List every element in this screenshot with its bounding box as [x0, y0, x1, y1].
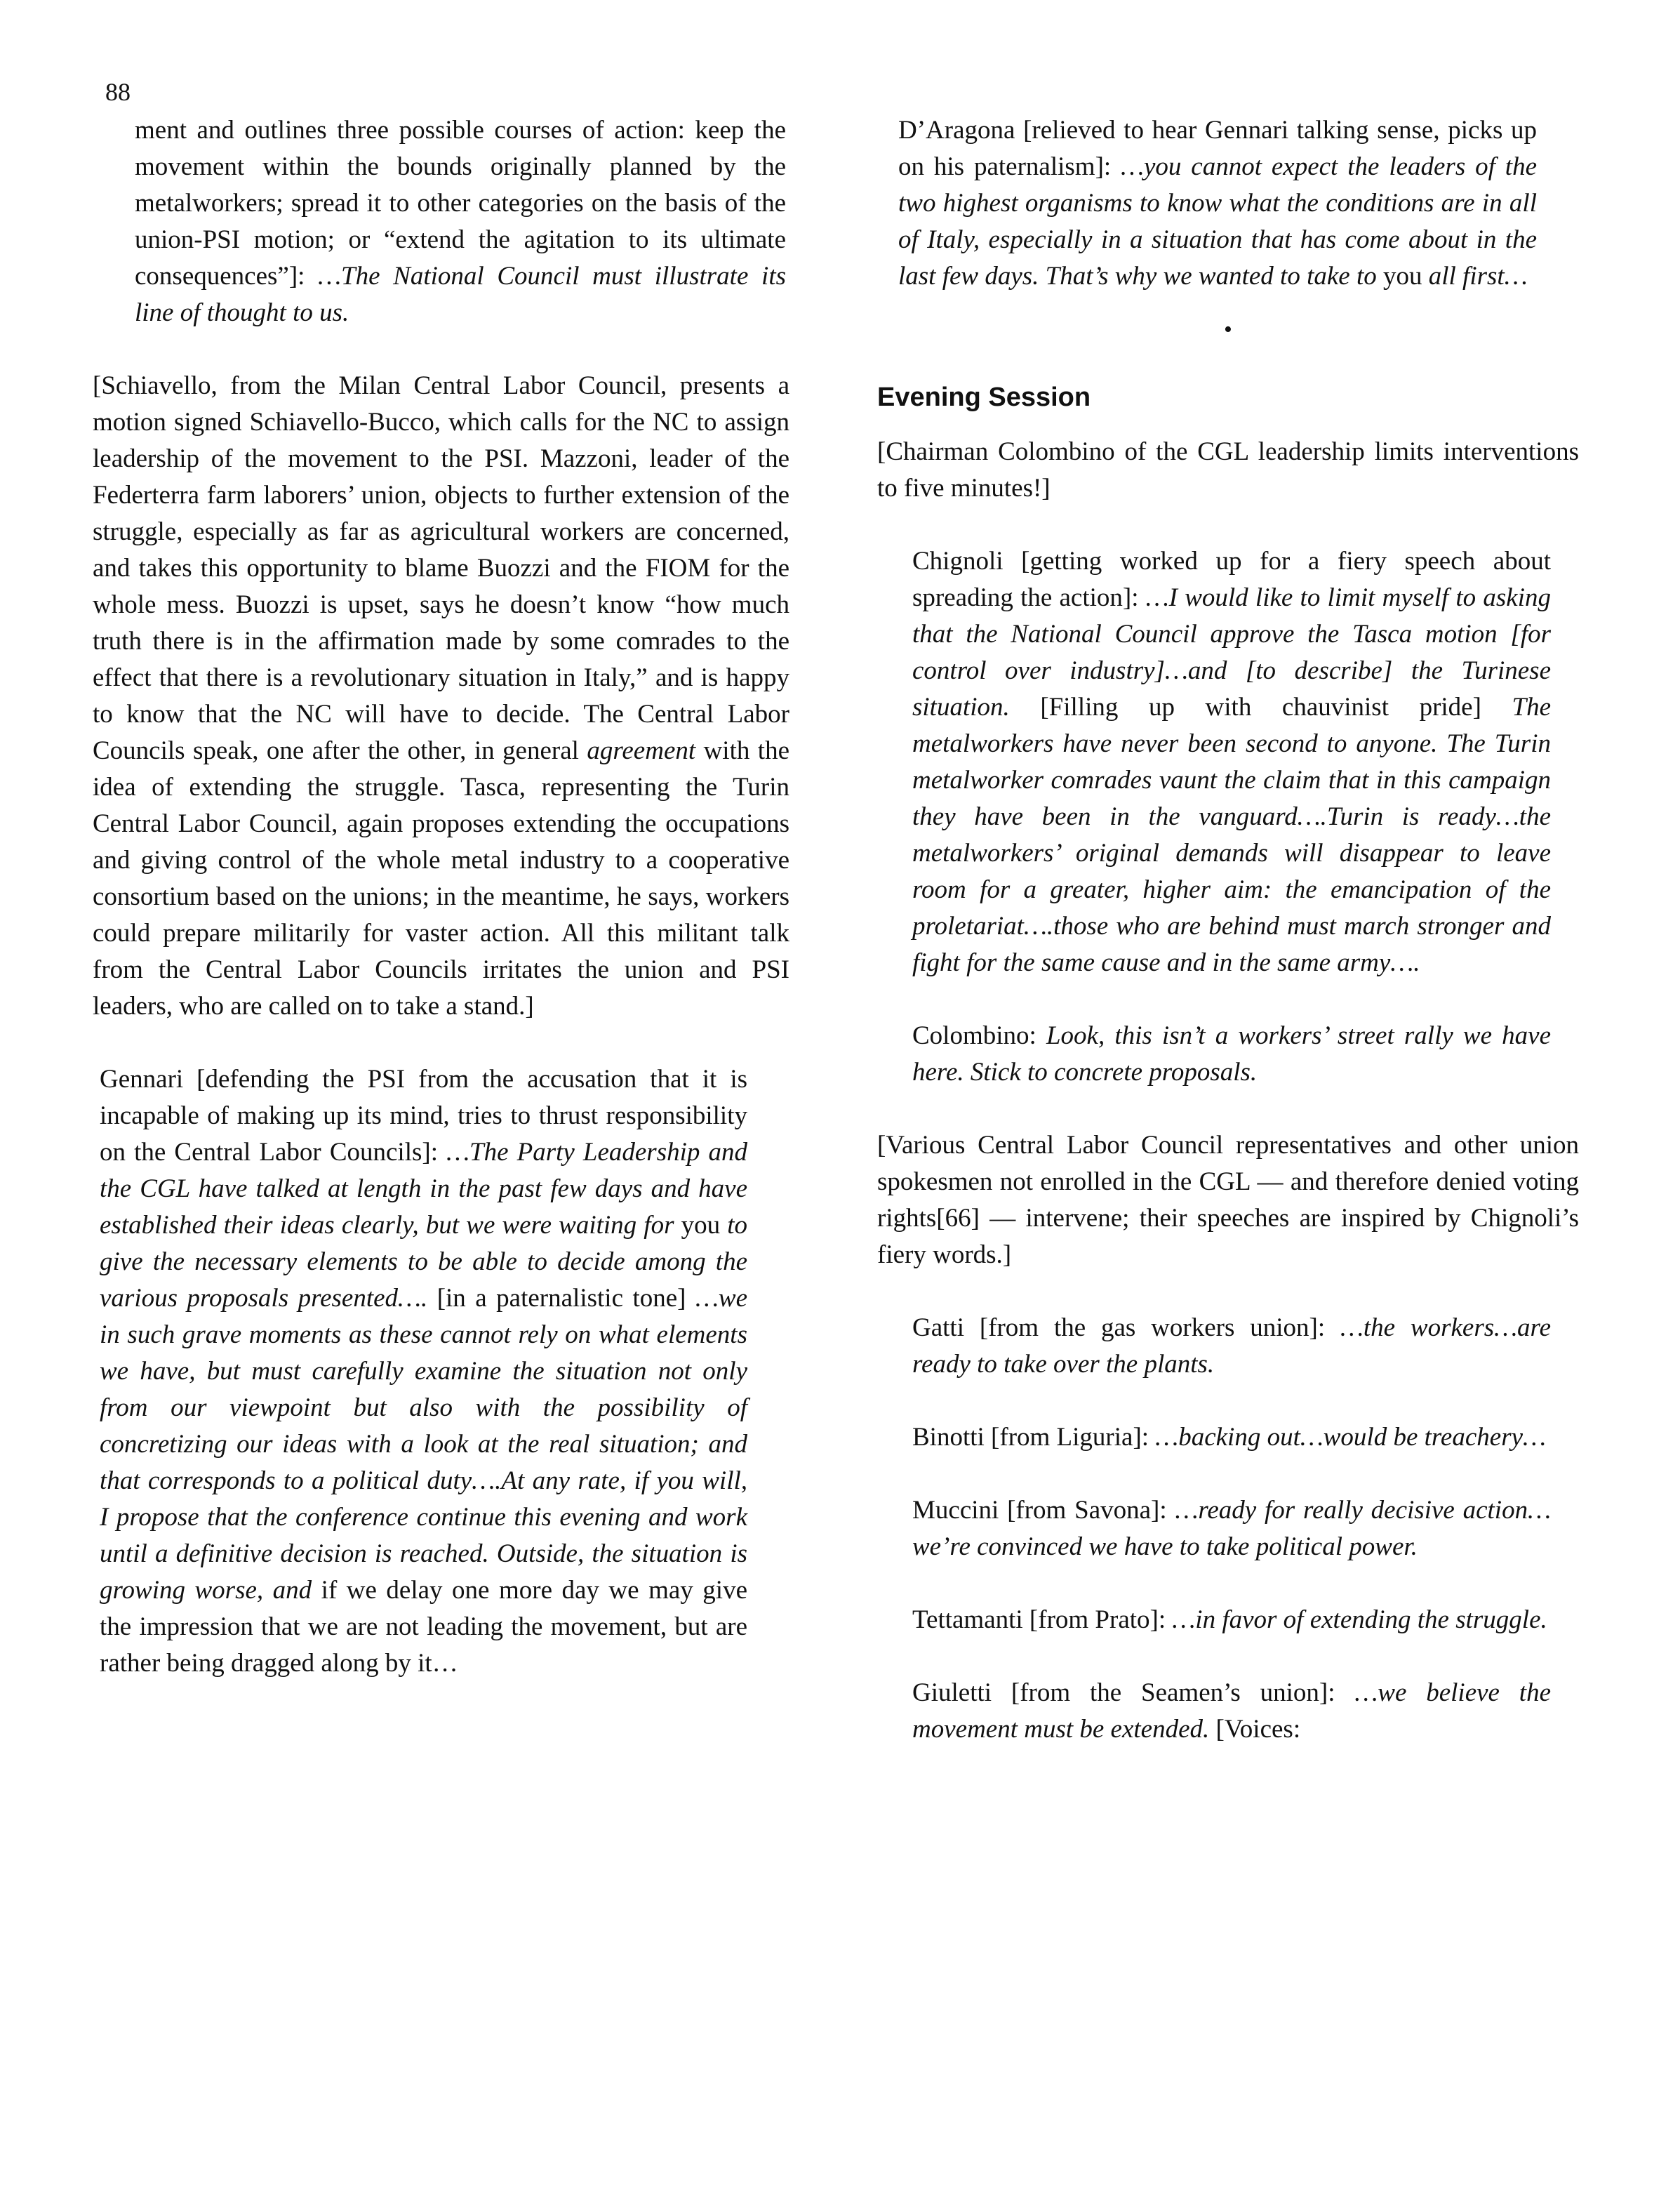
left-column	[93, 112, 790, 1682]
paragraph-colombino: Colombino: Look, this isn’t a workers’ street rally we have here. Stick to concrete proposals.	[912, 1021, 1551, 1087]
paragraph-chignoli: Chignoli [getting worked up for a fiery speech about spreading the action]: …I would like to limit myself to asking that the National Council approve the Tasca motion [for control over industry]…and [to describe] the Turinese situation. [Filling up with chauvinist pride] The metalworkers have never been second to anyone. The Turin metalworker comrades vaunt the claim that in this campaign they have been in the vanguard….Turin is ready…the metalworkers’ original demands will disappear to leave room for a greater, higher aim: the emancipation of the proletariat….those who are behind must march stronger and fight for the same cause and in the same army….	[912, 547, 1552, 977]
paragraph-tettamanti: Tettamanti [from Prato]: …in favor of extending the struggle.	[912, 1605, 1547, 1634]
paragraph-schiavello: [Schiavello, from the Milan Central Labor Council, presents a motion signed Schiavello-Bucco, which calls for the NC to assign leadership of the movement to the PSI. Mazzoni, leader of the Federterra farm laborers’ union, objects to further extension of the struggle, especially as far as agricultural workers are concerned, and takes this opportunity to blame Buozzi and the FIOM for the whole mess. Buozzi is upset, says he doesn’t know “how much truth there is in the affirmation made by some comrades to the effect that there is a revolutionary situation in Italy,” and is happy to know that the NC will have to decide. The Central Labor Councils speak, one after the other, in general agreement with the idea of extending the struggle. Tasca, representing the Turin Central Labor Council, again proposes extending the occupations and giving control of the whole metal industry to a cooperative consortium based on the unions; in the meantime, he says, workers could prepare militarily for vaster action. All this militant talk from the Central Labor Councils irritates the union and PSI leaders, who are called on to take a stand.]	[93, 371, 790, 1021]
paragraph-daragona: D’Aragona [relieved to hear Gennari talking sense, picks up on his paternalism]: …you cannot expect the leaders of the two highest organisms to know what the conditions are in all of Italy, especially in a situation that has come about in the last few days. That’s why we wanted to take to you all first…	[898, 116, 1537, 291]
paragraph-gennari: Gennari [defending the PSI from the accusation that it is incapable of making up its mind, tries to thrust responsibility on the Central Labor Councils]: …The Party Leadership and the CGL have talked at length in the past few days and have established their ideas clearly, but we were waiting for you to give the necessary elements to be able to decide among the various proposals presented…. [in a paternalistic tone] …we in such grave moments as these cannot rely on what elements we have, but must carefully examine the situation not only from our viewpoint but also with the possibility of concretizing our ideas with a look at the real situation; and that corresponds to a political duty….At any rate, if you will, I propose that the conference continue this evening and work until a definitive decision is reached. Outside, the situation is growing worse, and if we delay one more day we may give the impression that we are not leading the movement, but are rather being dragged along by it…	[100, 1065, 747, 1678]
paragraph-various-representatives: [Various Central Labor Council representatives and other union spokesmen not enrolled in the CGL — and therefore denied voting rights[66] — intervene; their speeches are inspired by Chignoli’s fiery words.]	[877, 1131, 1579, 1269]
paragraph-muccini: Muccini [from Savona]: …ready for really decisive action…we’re convinced we have to take political power.	[912, 1496, 1551, 1561]
section-separator-bullet: •	[1224, 317, 1232, 343]
right-column	[877, 112, 1579, 1748]
paragraph-chairman-colombino: [Chairman Colombino of the CGL leadership limits interventions to five minutes!]	[877, 437, 1579, 503]
section-heading-evening-session: Evening Session	[877, 383, 1091, 412]
paragraph-binotti: Binotti [from Liguria]: …backing out…would be treachery…	[912, 1423, 1546, 1452]
paragraph-giuletti: Giuletti [from the Seamen’s union]: …we believe the movement must be extended. [Voices:	[912, 1678, 1552, 1744]
paragraph-courses-of-action: ment and outlines three possible courses of action: keep the movement within the bounds originally planned by the metalworkers; spread it to other categories on the basis of the union-PSI motion; or “extend the agitation to its ultimate consequences”]: …The National Council must illustrate its line of thought to us.	[135, 116, 786, 327]
page-number: 88	[105, 78, 131, 106]
paragraph-gatti: Gatti [from the gas workers union]: …the workers…are ready to take over the plants.	[912, 1313, 1551, 1379]
